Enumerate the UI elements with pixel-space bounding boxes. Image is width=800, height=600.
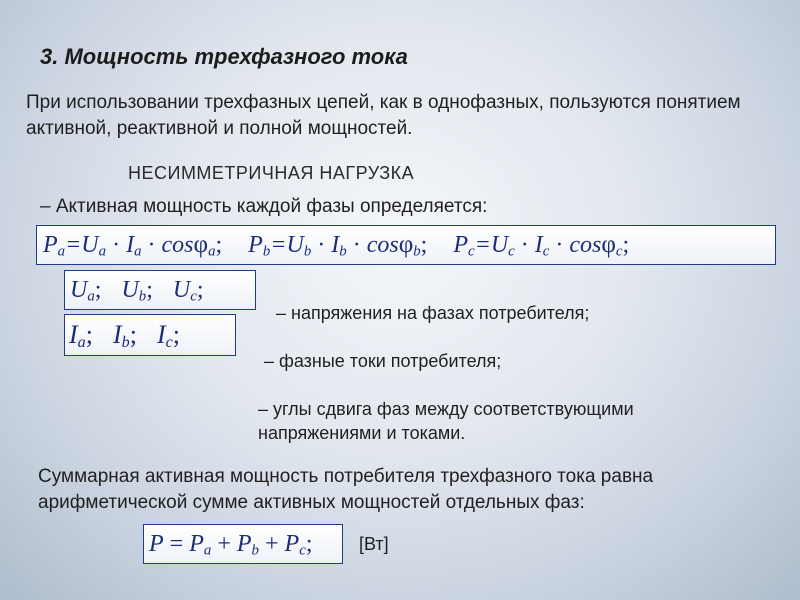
desc-angles-line-1: – углы сдвига фаз между соответствующими (258, 399, 634, 419)
unit-watts: [Вт] (359, 534, 389, 554)
formula-phase-c: $P_c=U_c \cdot I_c \cdot \cos\varphi_c$; (453, 231, 630, 260)
desc-voltages: – напряжения на фазах потребителя; (276, 303, 590, 323)
desc-currents: – фазные токи потребителя; (264, 351, 502, 371)
active-power-line: – Активная мощность каждой фазы определяется: (40, 196, 488, 217)
desc-angles (258, 397, 634, 445)
formula-phase-b: $P_b=U_b \cdot I_b \cdot \cos\varphi_b$; (248, 231, 428, 260)
summary-paragraph: Суммарная активная мощность потребителя трехфазного тока равна арифметической сумме активных мощностей отдельных фаз: (38, 466, 654, 513)
formula-currents: $I_a$; $I_b$; $I_c$; (64, 314, 236, 356)
intro-paragraph: При использовании трехфазных цепей, как в однофазных, пользуются понятием активной, реактивной и полной мощностей. (26, 92, 741, 139)
formula-phase-a: $P_a=U_a \cdot I_a \cdot \cos\varphi_a$; (43, 231, 223, 260)
formula-voltages: $U_a$; $U_b$; $U_c$; (64, 270, 256, 310)
subheading-unbalanced-load: НЕСИММЕТРИЧНАЯ НАГРУЗКА (128, 163, 415, 183)
formula-total-power: $P = P_a + P_b + P_c$; (143, 524, 343, 564)
desc-angles-line-2: напряжениями и токами. (258, 423, 466, 443)
formula-phase-power (36, 225, 776, 265)
slide-title: 3. Мощность трехфазного тока (40, 44, 408, 69)
